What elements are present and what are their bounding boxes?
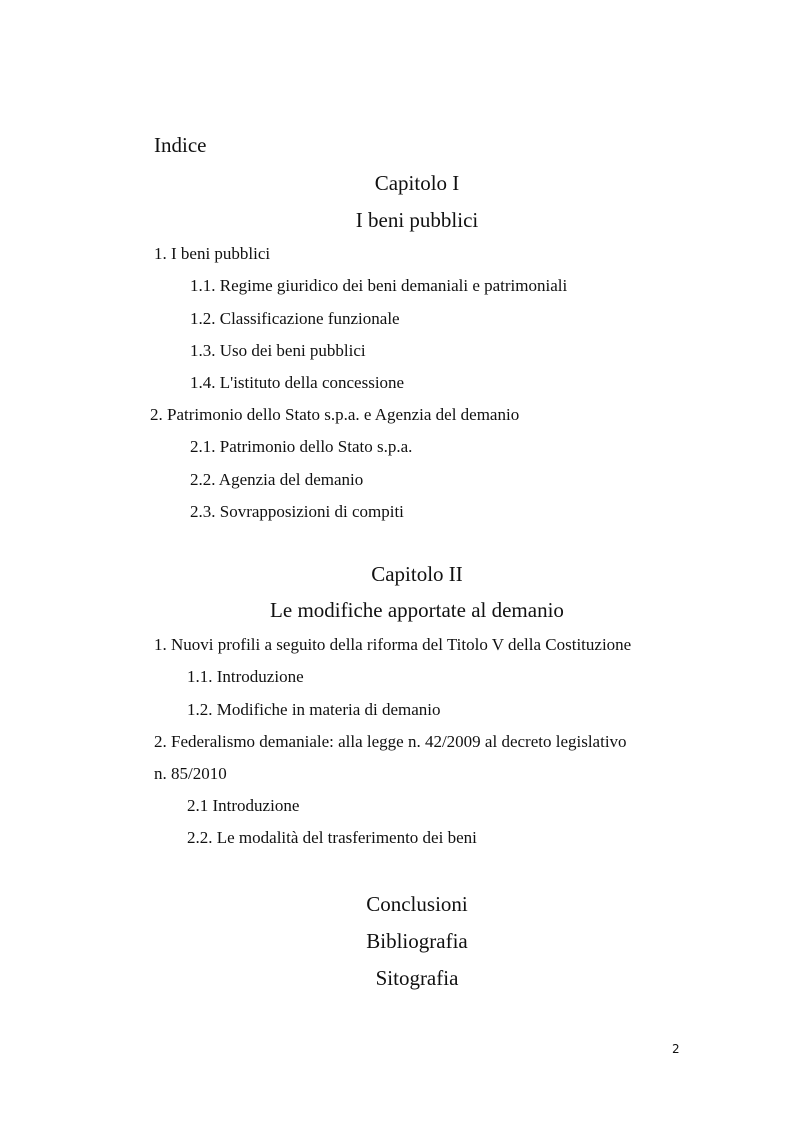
toc-entry: 1.3. Uso dei beni pubblici [190, 341, 366, 360]
page-number: 2 [672, 1042, 680, 1056]
sitography-heading: Sitografia [375, 966, 459, 990]
bibliography-heading: Bibliografia [366, 929, 468, 953]
toc-entry: 1. I beni pubblici [154, 244, 271, 263]
toc-entry: 2.1 Introduzione [187, 796, 300, 815]
toc-entry: 1.2. Modifiche in materia di demanio [187, 700, 441, 719]
toc-entry: 2.2. Le modalità del trasferimento dei beni [187, 828, 477, 847]
index-title: Indice [154, 133, 207, 157]
toc-entry: 1.4. L'istituto della concessione [190, 373, 405, 392]
toc-entry: 2.3. Sovrapposizioni di compiti [190, 502, 404, 521]
chapter-2-label: Capitolo II [371, 562, 463, 586]
toc-entry: 1.1. Introduzione [187, 667, 304, 686]
toc-entry: 2.2. Agenzia del demanio [190, 470, 364, 489]
conclusions-heading: Conclusioni [366, 892, 468, 916]
toc-entry: 1. Nuovi profili a seguito della riforma del Titolo V della Costituzione [154, 635, 632, 654]
toc-entry: 2. Patrimonio dello Stato s.p.a. e Agenzia del demanio [150, 405, 520, 424]
chapter-1-title: I beni pubblici [355, 208, 479, 232]
toc-entry: n. 85/2010 [154, 764, 227, 783]
chapter-1-label: Capitolo I [374, 171, 460, 195]
toc-entry: 2.1. Patrimonio dello Stato s.p.a. [190, 437, 413, 456]
chapter-2-title: Le modifiche apportate al demanio [270, 598, 564, 622]
toc-entry: 1.2. Classificazione funzionale [190, 309, 400, 328]
toc-entry: 1.1. Regime giuridico dei beni demaniali e patrimoniali [190, 276, 568, 295]
toc-entry: 2. Federalismo demaniale: alla legge n. 42/2009 al decreto legislativo [154, 732, 627, 751]
